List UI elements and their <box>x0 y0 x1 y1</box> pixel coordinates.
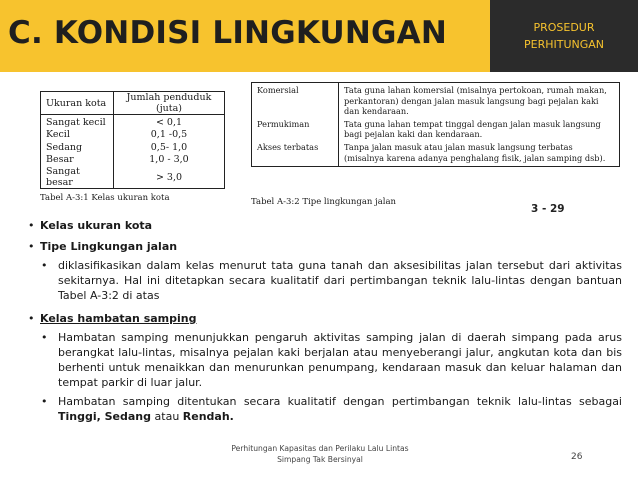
bullet-city-size: • Kelas ukuran kota <box>28 218 622 233</box>
section-label-line1: PROSEDUR <box>533 21 595 34</box>
table-row <box>252 117 620 140</box>
sub-bullet-bold-text: Tinggi, Sedang <box>58 410 152 423</box>
road-environment-table <box>251 82 620 167</box>
page-number: 26 <box>571 452 583 462</box>
table-cell: Komersial <box>252 83 339 117</box>
table-row <box>41 166 225 189</box>
bullet-road-environment: • Tipe Lingkungan jalan <box>28 239 622 254</box>
table-cell: 0,5- 1,0 <box>114 141 225 154</box>
source-page-ref: 3 - 29 <box>531 203 565 215</box>
slide-header <box>0 0 638 72</box>
table-cell: Tata guna lahan komersial (misalnya pertokoan, rumah makan, perkantoran) dengan jalan masuk langsung bagi pejalan kaki dan kendaraan. <box>339 83 620 117</box>
table-cell: 0,1 -0,5 <box>114 129 225 142</box>
table-row <box>41 129 225 142</box>
sub-bullet-bold-text: Rendah. <box>182 410 234 423</box>
table-cell: Tanpa jalan masuk atau jalan masuk langsung terbatas (misalnya karena adanya penghalang fisik, jalan samping dsb). <box>339 140 620 167</box>
table-cell: < 0,1 <box>114 115 225 129</box>
sub-bullet-road-environment: • diklasifikasikan dalam kelas menurut tata guna tanah dan aksesibilitas jalan tersebut dari aktivitas sekitarnya. Hal ini ditetapkan secara kualitatif dari pertimbangan teknik lalu-lintas dengan bantuan Tabel A-3:2 di atas <box>28 258 622 303</box>
table-header-cell: Ukuran kota <box>41 92 114 115</box>
table2-caption: Tabel A-3:2 Tipe lingkungan jalan <box>251 197 397 207</box>
table-row <box>252 140 620 167</box>
sub-bullet-side-friction-2 <box>28 394 622 424</box>
table-cell: Sangat kecil <box>41 115 114 129</box>
city-size-table <box>40 91 225 189</box>
table-cell: 1,0 - 3,0 <box>114 154 225 167</box>
bullet-side-friction: • Kelas hambatan samping <box>28 311 622 326</box>
table-row <box>41 115 225 129</box>
table-row <box>252 83 620 117</box>
table-cell: Besar <box>41 154 114 167</box>
sub-bullet-text: Hambatan samping ditentukan secara kualitatif dengan pertimbangan teknik lalu-lintas sebagai <box>58 395 622 408</box>
table-cell: Kecil <box>41 129 114 142</box>
footer-line1: Perhitungan Kapasitas dan Perilaku Lalu Lintas <box>231 444 409 453</box>
table-cell: Tata guna lahan tempat tinggal dengan jalan masuk langsung bagi pejalan kaki dan kendaraan. <box>339 117 620 140</box>
slide-title: C. KONDISI LINGKUNGAN <box>8 15 448 51</box>
table-cell: > 3,0 <box>114 166 225 189</box>
table-cell: Sedang <box>41 141 114 154</box>
table-row <box>41 154 225 167</box>
table-cell: Sangat besar <box>41 166 114 189</box>
table-cell: Permukiman <box>252 117 339 140</box>
sub-bullet-side-friction-1: • Hambatan samping menunjukkan pengaruh aktivitas samping jalan di daerah simpang pada arus berangkat lalu-lintas, misalnya pejalan kaki berjalan atau menyeberangi jalur, angkutan kota dan bis berhenti untuk menaikkan dan menurunkan penumpang, kendaraan masuk dan keluar halaman dan tempat parkir di luar jalur. <box>28 330 622 390</box>
table1-caption: Tabel A-3:1 Kelas ukuran kota <box>40 193 170 203</box>
sub-bullet-text: atau <box>151 410 183 423</box>
table-row <box>41 141 225 154</box>
footer-line2: Simpang Tak Bersinyal <box>277 455 363 464</box>
section-label-box <box>490 0 638 72</box>
section-label-line2: PERHITUNGAN <box>523 38 605 51</box>
table-cell: Akses terbatas <box>252 140 339 167</box>
footer-text <box>200 443 440 465</box>
table-header-row <box>41 92 225 115</box>
table-header-cell: Jumlah penduduk (juta) <box>114 92 225 115</box>
bullet-list <box>28 212 622 424</box>
